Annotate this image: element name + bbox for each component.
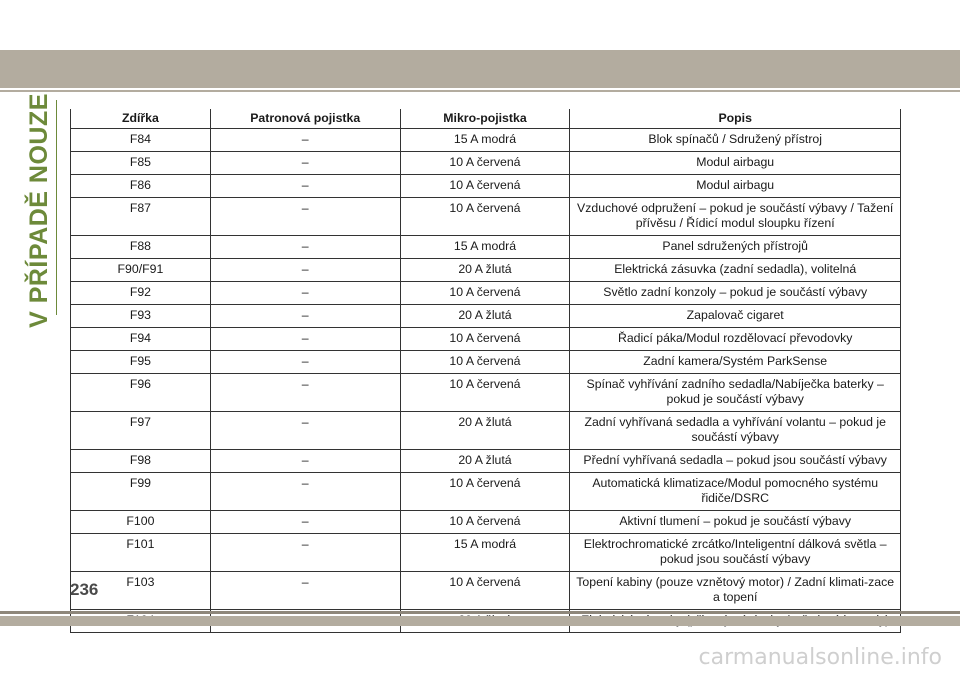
micro-fuse-cell: 10 A červená [400, 328, 570, 351]
micro-fuse-cell: 10 A červená [400, 152, 570, 175]
cartridge-fuse-cell: – [210, 473, 400, 511]
cartridge-fuse-cell: – [210, 305, 400, 328]
micro-fuse-cell: 20 A žlutá [400, 450, 570, 473]
micro-fuse-cell: 10 A červená [400, 175, 570, 198]
table-row [71, 534, 901, 572]
cartridge-fuse-cell: – [210, 450, 400, 473]
micro-fuse-cell: 15 A modrá [400, 534, 570, 572]
slot-cell: F96 [71, 374, 211, 412]
description-cell: Panel sdružených přístrojů [570, 236, 901, 259]
header-micro-fuse: Mikro-pojistka [400, 109, 570, 129]
header-band [0, 50, 960, 88]
micro-fuse-cell: 10 A červená [400, 473, 570, 511]
description-cell: Zapalovač cigaret [570, 305, 901, 328]
description-cell: Aktivní tlumení – pokud je součástí výbavy [570, 511, 901, 534]
header-slot: Zdířka [71, 109, 211, 129]
table-row [71, 328, 901, 351]
slot-cell: F99 [71, 473, 211, 511]
micro-fuse-cell: 20 A žlutá [400, 259, 570, 282]
description-cell: Vzduchové odpružení – pokud je součástí výbavy / Tažení přívěsu / Řídicí modul sloupku řízení [570, 198, 901, 236]
description-cell: Elektrochromatické zrcátko/Inteligentní dálková světla – pokud jsou součástí výbavy [570, 534, 901, 572]
footer-rule [0, 611, 960, 614]
table-row [71, 511, 901, 534]
section-title-text: V PŘÍPADĚ NOUZE [24, 92, 53, 328]
cartridge-fuse-cell: – [210, 259, 400, 282]
table-row [71, 152, 901, 175]
micro-fuse-cell: 10 A červená [400, 374, 570, 412]
cartridge-fuse-cell: – [210, 152, 400, 175]
slot-cell: F94 [71, 328, 211, 351]
cartridge-fuse-cell: – [210, 572, 400, 610]
slot-cell: F97 [71, 412, 211, 450]
cartridge-fuse-cell: – [210, 374, 400, 412]
table-row [71, 236, 901, 259]
table-row [71, 374, 901, 412]
table-row [71, 282, 901, 305]
cartridge-fuse-cell: – [210, 328, 400, 351]
section-title [24, 92, 54, 328]
description-cell: Přední vyhřívaná sedadla – pokud jsou součástí výbavy [570, 450, 901, 473]
micro-fuse-cell: 20 A žlutá [400, 412, 570, 450]
slot-cell: F93 [71, 305, 211, 328]
slot-cell: F103 [71, 572, 211, 610]
table-header-row [71, 109, 901, 129]
cartridge-fuse-cell: – [210, 534, 400, 572]
micro-fuse-cell: 10 A červená [400, 282, 570, 305]
description-cell: Řadicí páka/Modul rozdělovací převodovky [570, 328, 901, 351]
description-cell: Zadní vyhřívaná sedadla a vyhřívání volantu – pokud je součástí výbavy [570, 412, 901, 450]
slot-cell: F84 [71, 129, 211, 152]
micro-fuse-cell: 10 A červená [400, 572, 570, 610]
fuse-table-body [71, 129, 901, 633]
description-cell: Topení kabiny (pouze vznětový motor) / Zadní klimati-zace a topení [570, 572, 901, 610]
description-cell: Světlo zadní konzoly – pokud je součástí výbavy [570, 282, 901, 305]
section-rule [56, 100, 57, 315]
cartridge-fuse-cell: – [210, 351, 400, 374]
description-cell: Modul airbagu [570, 152, 901, 175]
table-row [71, 305, 901, 328]
table-row [71, 259, 901, 282]
description-cell: Automatická klimatizace/Modul pomocného systému řidiče/DSRC [570, 473, 901, 511]
table-row [71, 129, 901, 152]
description-cell: Spínač vyhřívání zadního sedadla/Nabíječka baterky – pokud je součástí výbavy [570, 374, 901, 412]
header-cartridge-fuse: Patronová pojistka [210, 109, 400, 129]
slot-cell: F95 [71, 351, 211, 374]
slot-cell: F98 [71, 450, 211, 473]
cartridge-fuse-cell: – [210, 175, 400, 198]
slot-cell: F101 [71, 534, 211, 572]
micro-fuse-cell: 15 A modrá [400, 129, 570, 152]
slot-cell: F88 [71, 236, 211, 259]
header-description: Popis [570, 109, 901, 129]
cartridge-fuse-cell: – [210, 511, 400, 534]
description-cell: Modul airbagu [570, 175, 901, 198]
description-cell: Elektrická zásuvka (zadní sedadla), volitelná [570, 259, 901, 282]
footer-band [0, 616, 960, 626]
header-rule [0, 90, 960, 92]
micro-fuse-cell: 10 A červená [400, 511, 570, 534]
slot-cell: F92 [71, 282, 211, 305]
micro-fuse-cell: 15 A modrá [400, 236, 570, 259]
cartridge-fuse-cell: – [210, 282, 400, 305]
cartridge-fuse-cell: – [210, 412, 400, 450]
slot-cell: F90/F91 [71, 259, 211, 282]
micro-fuse-cell: 10 A červená [400, 351, 570, 374]
table-row [71, 473, 901, 511]
table-row [71, 351, 901, 374]
cartridge-fuse-cell: – [210, 129, 400, 152]
fuse-table [70, 109, 901, 633]
slot-cell: F87 [71, 198, 211, 236]
description-cell: Zadní kamera/Systém ParkSense [570, 351, 901, 374]
table-row [71, 412, 901, 450]
description-cell: Blok spínačů / Sdružený přístroj [570, 129, 901, 152]
cartridge-fuse-cell: – [210, 236, 400, 259]
slot-cell: F85 [71, 152, 211, 175]
table-row [71, 198, 901, 236]
table-row [71, 450, 901, 473]
page-number: 236 [70, 580, 99, 599]
watermark: carmanualsonline.info [698, 645, 942, 670]
slot-cell: F86 [71, 175, 211, 198]
micro-fuse-cell: 10 A červená [400, 198, 570, 236]
table-row [71, 572, 901, 610]
slot-cell: F100 [71, 511, 211, 534]
cartridge-fuse-cell: – [210, 198, 400, 236]
micro-fuse-cell: 20 A žlutá [400, 305, 570, 328]
table-row [71, 175, 901, 198]
